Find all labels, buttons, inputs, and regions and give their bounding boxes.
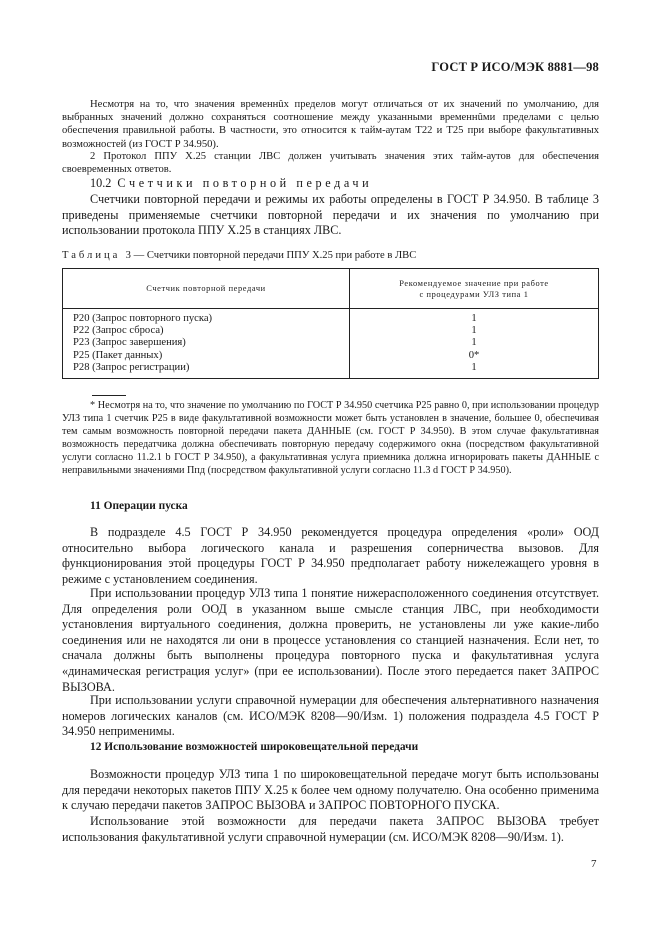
table-counter-names: [63, 309, 350, 379]
table-header-value: Рекомендуемое значение при работе с процедурами УЛЗ типа 1: [350, 269, 599, 309]
paragraph-call-request: [62, 814, 599, 845]
table-row-name: Р25 (Пакет данных): [73, 349, 163, 361]
table-row-value: 0*: [468, 349, 480, 361]
table-header-counter: Счетчик повторной передачи: [63, 269, 350, 309]
table-row-name: Р23 (Запрос завершения): [73, 337, 186, 349]
section-12-heading: [62, 741, 599, 753]
paragraph-timeouts: [62, 98, 599, 151]
paragraph-7: Возможности процедур УЛЗ типа 1 по широковещательной передаче могут быть использованы для передачи некоторых пакетов ППУ Х.25 к более чем одному получателю. Она особенно применима к случаю передачи пакетов ЗАПРОС ВЫЗОВА и ЗАПРОС ПОВТОРНОГО ПУСКА.: [62, 767, 599, 813]
table-row-name: Р20 (Запрос повторного пуска): [73, 313, 213, 324]
paragraph-2: 2 Протокол ППУ Х.25 станции ЛВС должен учитывать значения этих тайм-аутов для обеспечения своевременных ответов.: [62, 151, 599, 176]
section-title: Счетчики повторной передачи: [117, 176, 373, 190]
running-header: ГОСТ Р ИСО/МЭК 8881—98: [431, 60, 599, 74]
paragraph-8: Использование этой возможности для передачи пакета ЗАПРОС ВЫЗОВА требует использования факультативной услуги справочной нумерации (см. ИСО/МЭК 8208—90/Изм. 1).: [62, 814, 599, 844]
section-title: 12 Использование возможностей широковещательной передачи: [90, 741, 419, 753]
section-title: 11 Операции пуска: [90, 500, 188, 512]
page-number: 7: [591, 858, 597, 870]
footnote-rule: [92, 395, 126, 396]
paragraph-5: При использовании процедур УЛЗ типа 1 понятие нижерасположенного соединения отсутствует. Для определения роли ООД в указанном выше смысле станция ЛВС, при необходимости установления виртуального соединения, должна проверить, не установлены ли уже какие-либо соединения или не находятся ли они в процессе установления со станцией назначения. Если нет, то сначала должны быть выполнены процедура повторного пуска и факультативная услуга «динамическая регистрация услуг» (при ее использовании). После этого передается пакет ЗАПРОС ВЫЗОВА.: [62, 586, 599, 694]
paragraph-llc-type1: [62, 586, 599, 695]
paragraph-counters: [62, 192, 599, 239]
section-number: 10.2: [90, 176, 112, 190]
paragraph-3: Счетчики повторной передачи и режимы их работы определены в ГОСТ Р 34.950. В таблице 3 приведены применяемые счетчики повторной передачи и их значения по умолчанию при использовании протокола ППУ Х.25 в станциях ЛВС.: [62, 192, 599, 238]
table-row-name: Р28 (Запрос регистрации): [73, 361, 190, 373]
table-caption: [62, 249, 599, 262]
paragraph-1: Несмотря на то, что значения временнûх пределов могут отличаться от их значений по умолчанию, для выбранных значений должно сохраняться соотношение между указанными временнûми пределами с целью обеспечения правильной работы. В частности, это относится к тайм-аутам Т22 и Т25 при выборе факультативных возможностей (из ГОСТ Р 34.950).: [62, 99, 599, 150]
table-caption-text: 3 — Счетчики повторной передачи ППУ Х.25 при работе в ЛВС: [125, 250, 417, 261]
table-row-value: 1: [471, 361, 477, 373]
paragraph-broadcast: [62, 767, 599, 814]
section-11-heading: [62, 500, 599, 512]
table-counter-values: [350, 309, 599, 379]
table-row-value: 1: [471, 325, 477, 337]
paragraph-role: [62, 525, 599, 587]
section-10-2-heading: [62, 176, 599, 192]
table-row-name: Р22 (Запрос сброса): [73, 325, 164, 337]
paragraph-6: При использовании услуги справочной нумерации для обеспечения альтернативного назначения номеров логических каналов (см. ИСО/МЭК 8208—90/Изм. 1) положения подраздела 4.5 ГОСТ Р 34.950 неприменимы.: [62, 693, 599, 739]
table-row-value: 1: [471, 337, 477, 349]
paragraph-4: В подразделе 4.5 ГОСТ Р 34.950 рекомендуется процедура определения «роли» ООД относительно выбора логического канала и разрешения соперничества вызовов. Для функционирования этой процедуры ГОСТ Р 34.950 предполагает работу нижележащего уровня в режиме с установлением соединения.: [62, 525, 599, 586]
footnote-text: * Несмотря на то, что значение по умолчанию по ГОСТ Р 34.950 счетчика Р25 равно 0, при использовании процедур УЛЗ типа 1 счетчик Р25 в виде факультативной возможности может быть установлен в значение, большее 0, обеспечивая тем самым возможность повторной передачи пакета ДАННЫЕ (см. ГОСТ Р 34.950). В этом случае факультативная возможность передатчика должна обеспечивать повторную передачу содержимого окна (посредством факультативной услуги согласно 11.2.1 b ГОСТ Р 34.950), а факультативная услуга приемника должна игнорировать пакеты ДАННЫЕ с неправильными значениями Ппд (посредством факультативной услуги согласно 11.3 d ГОСТ Р 34.950).: [62, 400, 599, 476]
table-row-value: 1: [471, 313, 477, 324]
footnote: [62, 400, 599, 477]
paragraph-reference-numbering: [62, 693, 599, 740]
table-caption-word: Таблица: [62, 250, 121, 261]
note-2: [62, 150, 599, 176]
table-3: [62, 268, 599, 379]
